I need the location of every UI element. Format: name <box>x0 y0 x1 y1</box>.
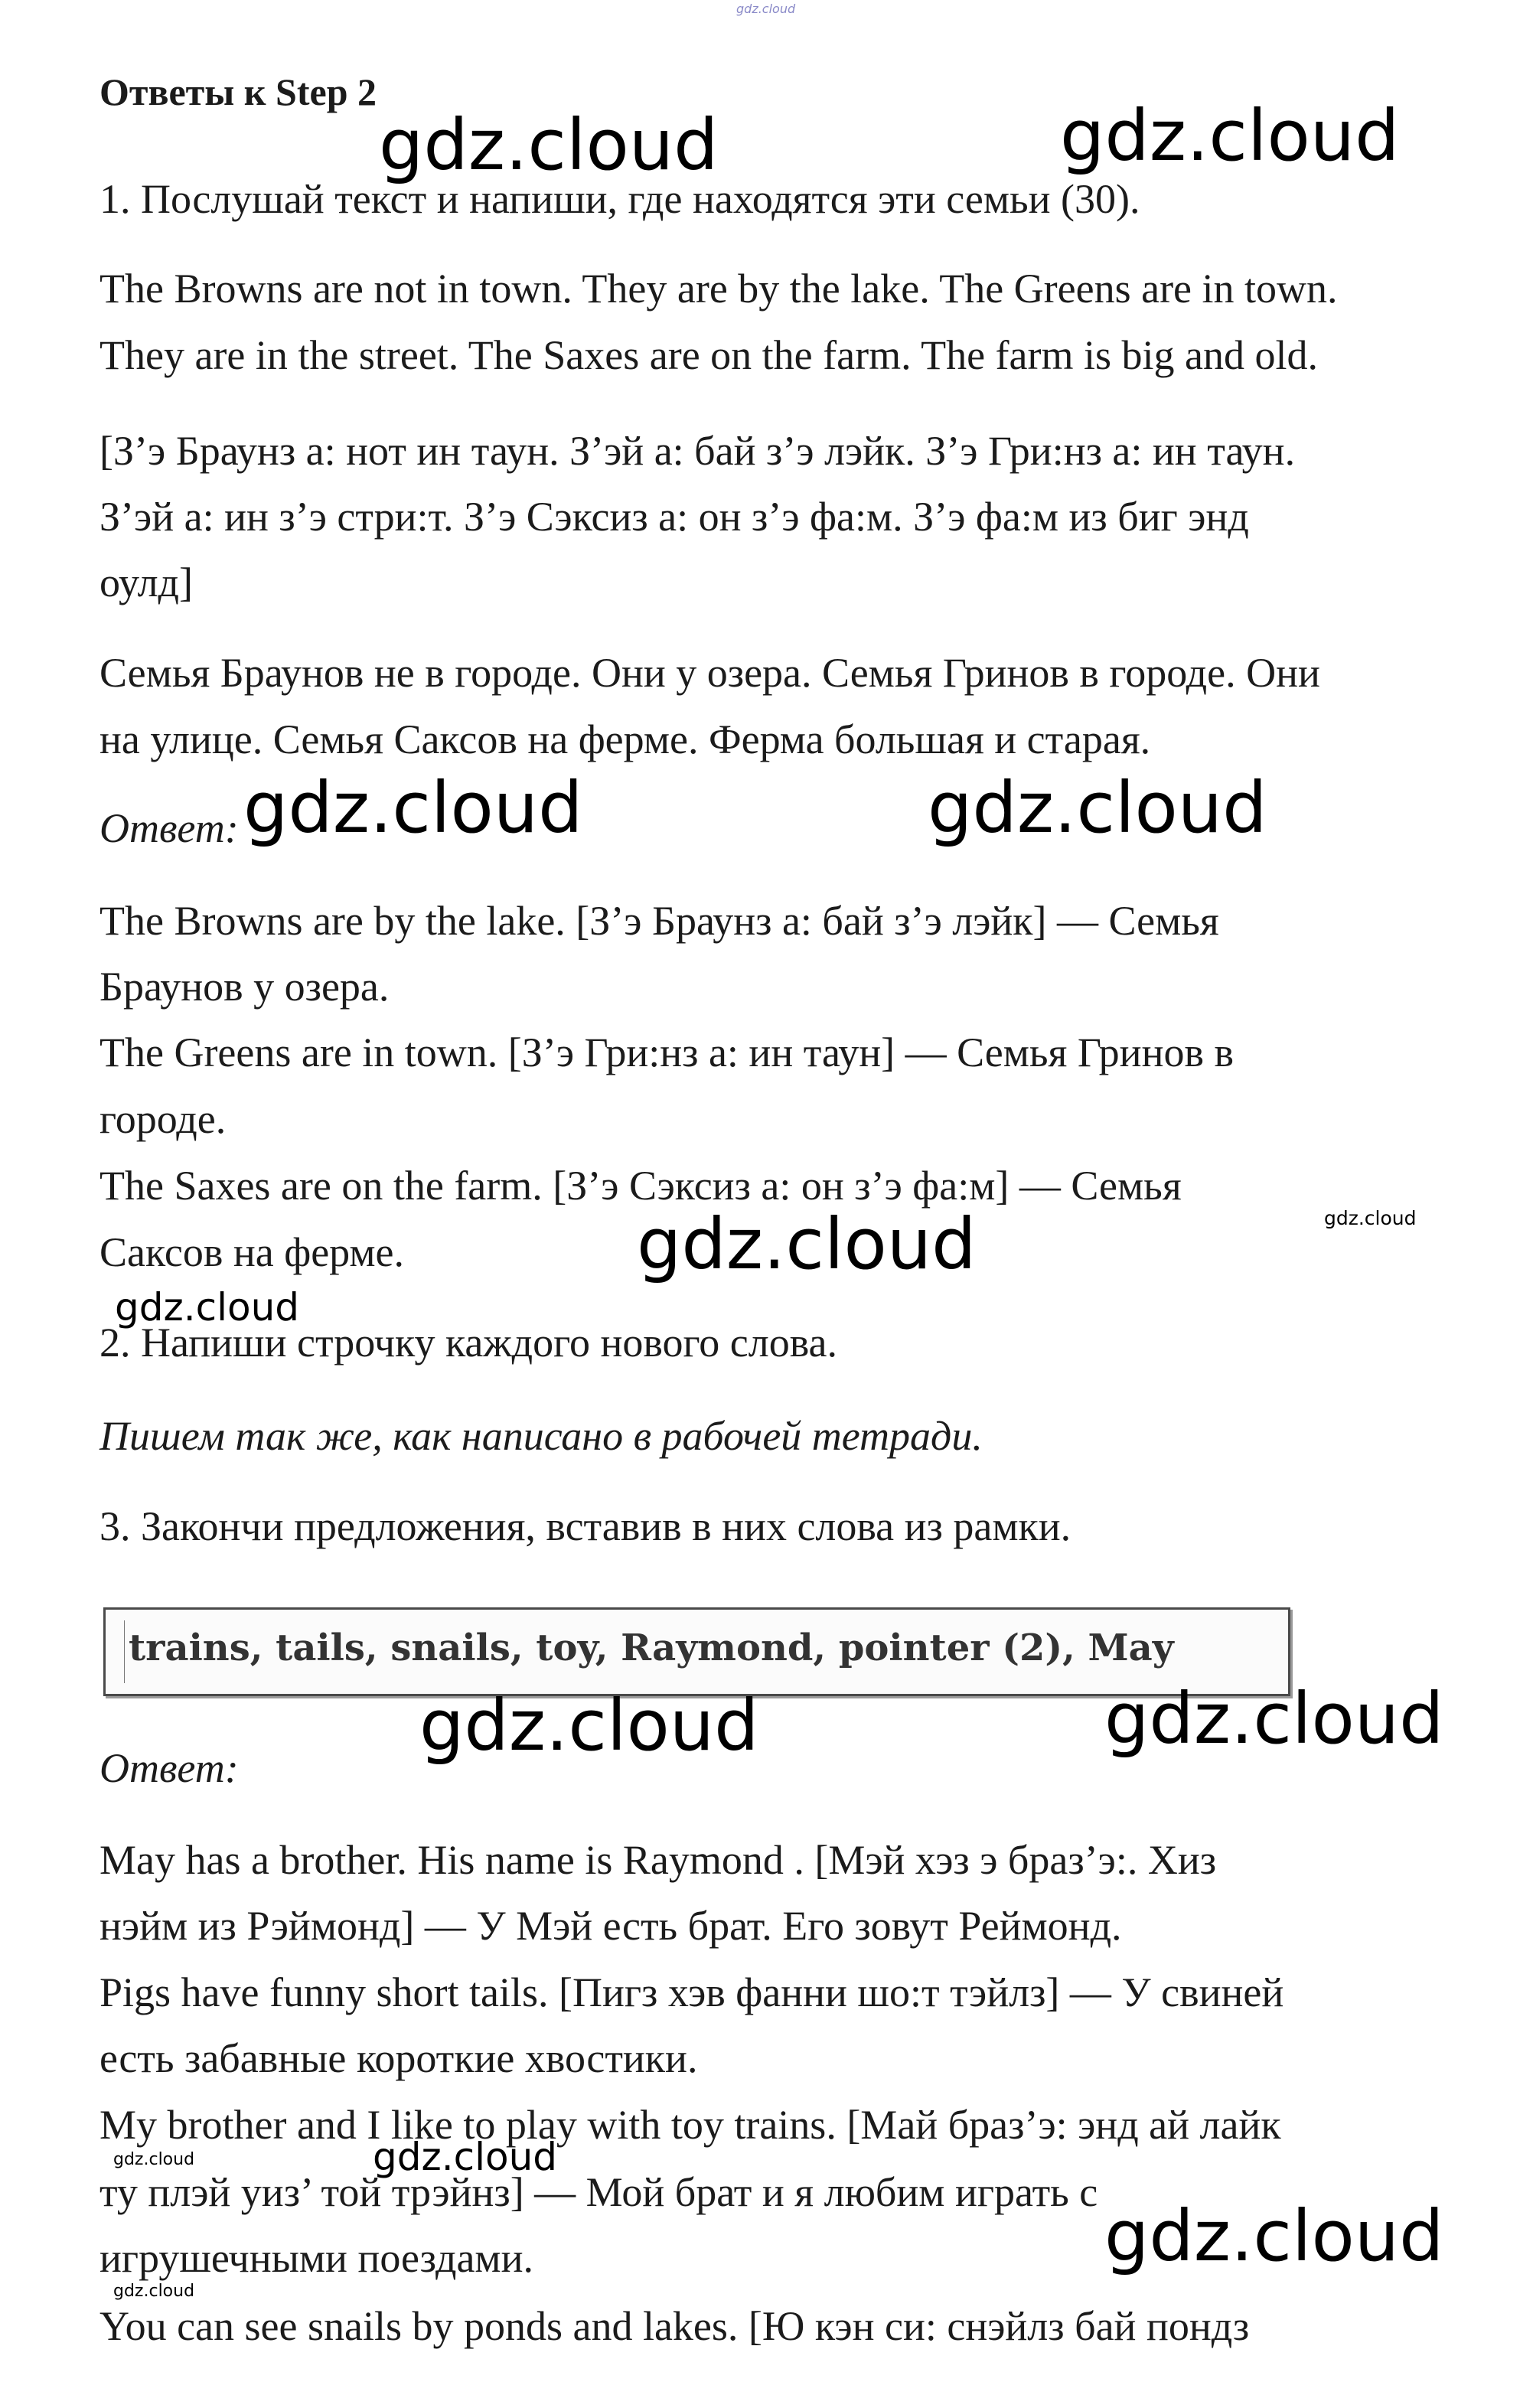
ex3-answer-line: May has a brother. His name is Raymond . [Мэй хэз э браз’э:. Хиз <box>99 1837 1217 1883</box>
ex1-transcription-line: З’эй а: ин з’э стри:т. З’э Сэксиз а: он з’э фа:м. З’э фа:м из биг энд <box>99 494 1249 540</box>
ex2-note: Пишем так же, как написано в рабочей тетради. <box>99 1413 983 1459</box>
ex1-translation-line: на улице. Семья Саксов на ферме. Ферма большая и старая. <box>99 716 1151 762</box>
watermark: gdz.cloud <box>1324 1207 1417 1229</box>
watermark: gdz.cloud <box>379 104 719 186</box>
ex3-answer-line: ту плэй уиз’ той трэйнз] — Мой брат и я любим играть с <box>99 2169 1098 2215</box>
ex3-answer-line: игрушечными поездами. <box>99 2235 533 2281</box>
word-box-text: trains, tails, snails, toy, Raymond, pointer (2), May <box>129 1627 1174 1669</box>
ex1-transcription-line: оулд] <box>99 560 193 605</box>
ex1-answer-line: Браунов у озера. <box>99 964 390 1010</box>
watermark: gdz.cloud <box>1104 2195 1444 2277</box>
ex3-answer-line: есть забавные короткие хвостики. <box>99 2035 698 2081</box>
watermark: gdz.cloud <box>113 2282 195 2301</box>
page-heading: Ответы к Step 2 <box>99 70 377 113</box>
ex3-answer-line: Pigs have funny short tails. [Пигз хэв фанни шо:т тэйлз] — У свиней <box>99 1969 1284 2015</box>
ex1-english-line: They are in the street. The Saxes are on the farm. The farm is big and old. <box>99 332 1318 378</box>
watermark: gdz.cloud <box>243 767 583 849</box>
ex3-task: 3. Закончи предложения, вставив в них слова из рамки. <box>99 1503 1071 1549</box>
top-watermark: gdz.cloud <box>736 2 796 16</box>
ex1-answer-line: Саксов на ферме. <box>99 1229 404 1275</box>
ex2-task: 2. Напиши строчку каждого нового слова. <box>99 1320 837 1366</box>
ex1-answer-label: Ответ: <box>99 805 239 851</box>
ex3-answer-line: You can see snails by ponds and lakes. [Ю кэн си: снэйлз бай пондз <box>99 2303 1250 2349</box>
watermark: gdz.cloud <box>928 767 1267 849</box>
ex1-answer-line: The Browns are by the lake. [З’э Браунз а: бай з’э лэйк] — Семья <box>99 898 1219 944</box>
ex1-translation-line: Семья Браунов не в городе. Они у озера. Семья Гринов в городе. Они <box>99 650 1320 696</box>
ex3-answer-line: нэйм из Рэймонд] — У Мэй есть брат. Его зовут Реймонд. <box>99 1903 1122 1949</box>
ex1-task: 1. Послушай текст и напиши, где находятся эти семьи (30). <box>99 176 1140 222</box>
ex3-answer-label: Ответ: <box>99 1745 239 1791</box>
ex1-answer-line: городе. <box>99 1096 227 1142</box>
watermark: gdz.cloud <box>113 2150 195 2169</box>
ex1-answer-line: The Saxes are on the farm. [З’э Сэксиз а: он з’э фа:м] — Семья <box>99 1163 1182 1209</box>
ex1-transcription-line: [З’э Браунз а: нот ин таун. З’эй а: бай з’э лэйк. З’э Гри:нз а: ин таун. <box>99 428 1296 474</box>
ex1-english-line: The Browns are not in town. They are by the lake. The Greens are in town. <box>99 266 1338 312</box>
watermark: gdz.cloud <box>1060 95 1400 177</box>
watermark: gdz.cloud <box>637 1203 977 1285</box>
watermark: gdz.cloud <box>419 1685 759 1767</box>
watermark: gdz.cloud <box>373 2135 558 2179</box>
ex1-answer-line: The Greens are in town. [З’э Гри:нз а: ин таун] — Семья Гринов в <box>99 1029 1234 1075</box>
watermark: gdz.cloud <box>1104 1678 1444 1760</box>
ex3-answer-line: My brother and I like to play with toy trains. [Май браз’э: энд ай лайк <box>99 2102 1281 2148</box>
watermark: gdz.cloud <box>115 1285 300 1330</box>
